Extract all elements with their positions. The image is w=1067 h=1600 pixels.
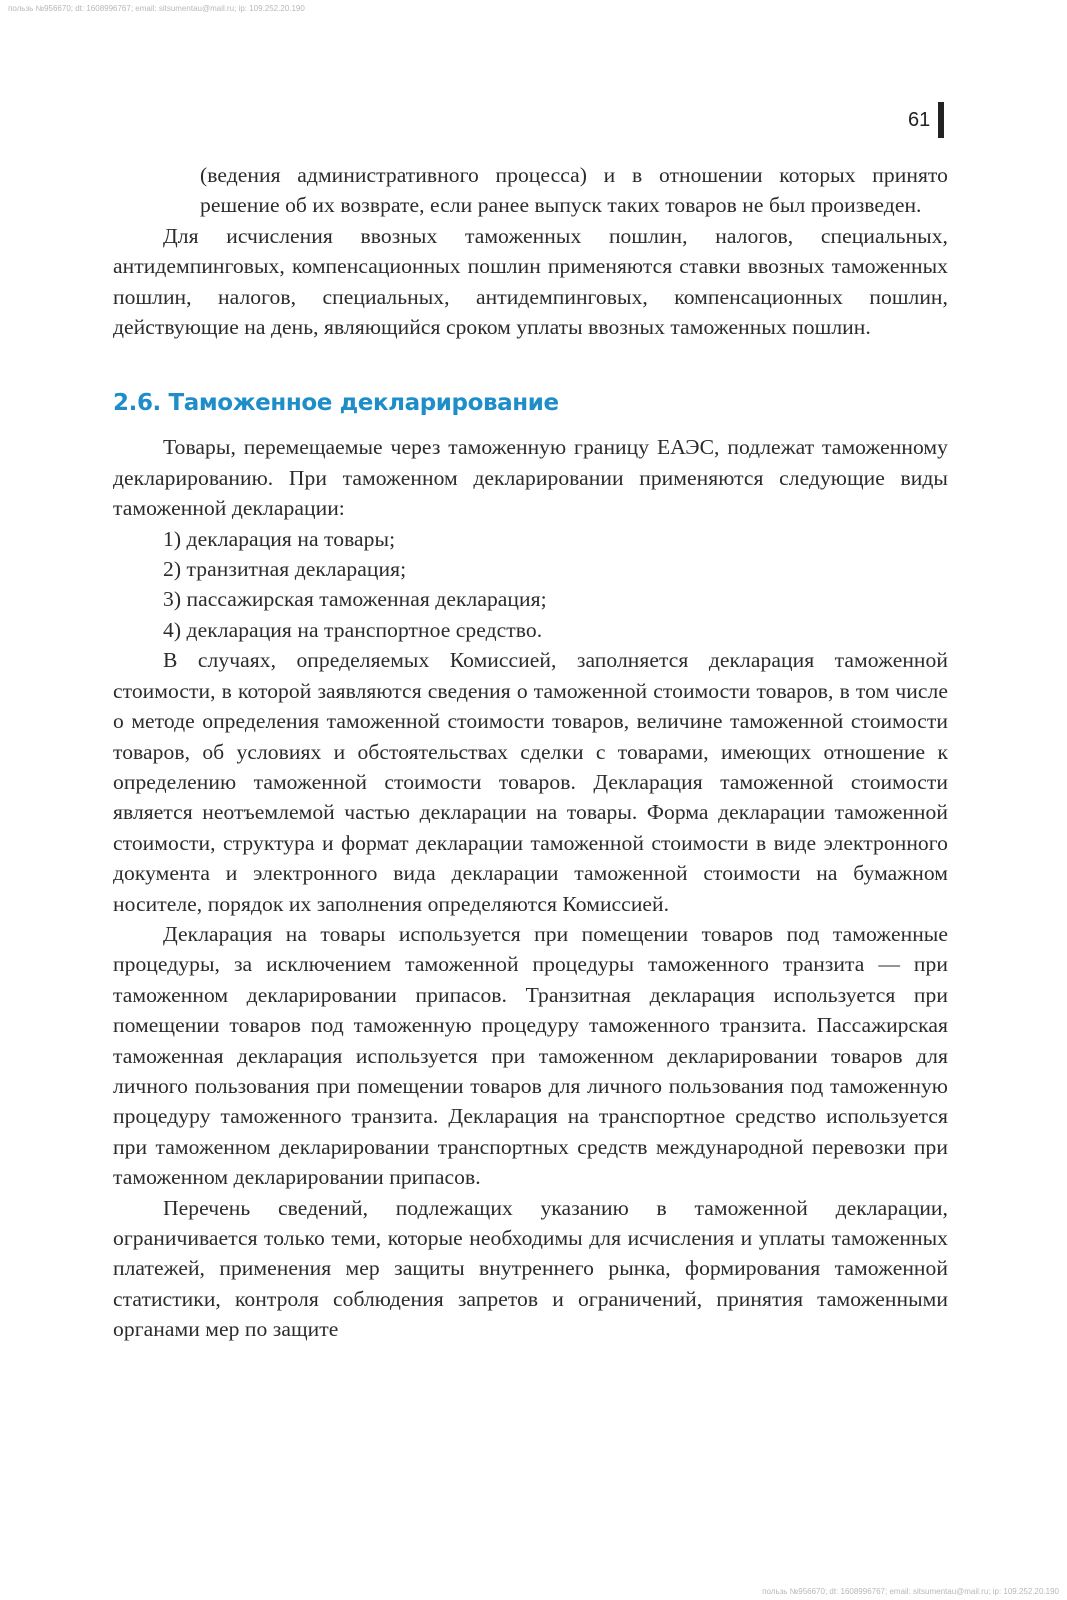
declaration-types-list [113, 524, 948, 646]
watermark-bottom: пользь №956670; dt: 1608996767; email: sitsumentau@mail.ru; ip: 109.252.20.190 [762, 1587, 1059, 1596]
paragraph: Перечень сведений, подлежащих указанию в таможенной декларации, ограничивается только теми, которые необходимы для исчисления и уплаты таможенных платежей, применения мер защиты внутреннего рынка, формирования таможенной статистики, контроля соблюдения запретов и ограничений, принятия таможенными органами мер по защите [113, 1195, 948, 1342]
paragraph-intro: Товары, перемещаемые через таможенную границу ЕАЭС, подлежат таможенному декларированию. При таможенном декларировании применяются следующие виды таможенной декларации: [113, 435, 948, 521]
list-item: 1) декларация на товары; [163, 526, 396, 551]
page-body [113, 160, 948, 1345]
list-item: 2) транзитная декларация; [163, 557, 407, 582]
paragraph: В случаях, определяемых Комиссией, заполняется декларация таможенной стоимости, в которой заявляются сведения о таможенной стоимости товаров, в том числе о методе определения таможенной стоимости товаров, величине таможенной стоимости товаров, об условиях и обстоятельствах сделки с товарами, имеющих отношение к определению таможенной стоимости товаров. Декларация таможенной стоимости является неотъемлемой частью декларации на товары. Форма декларации таможенной стоимости, структура и формат декларации таможенной стоимости в виде электронного документа и электронного вида декларации таможенной стоимости на бумажном носителе, порядок их заполнения определяются Комиссией. [113, 648, 948, 916]
section-heading: 2.6. Таможенное декларирование [113, 390, 559, 417]
page-number [908, 102, 944, 138]
paragraph: Для исчисления ввозных таможенных пошлин, налогов, специальных, антидемпинговых, компенсационных пошлин применяются ставки ввозных таможенных пошлин, налогов, специальных, антидемпинговых, компенсационных пошлин, действующие на день, являющийся сроком уплаты ввозных таможенных пошлин. [113, 223, 948, 340]
paragraph-continued: (ведения административного процесса) и в отношении которых принято решение об их возврате, если ранее выпуск таких товаров не был произведен. [200, 163, 948, 218]
watermark-top: пользь №956670; dt: 1608996767; email: sitsumentau@mail.ru; ip: 109.252.20.190 [8, 4, 305, 13]
list-item: 3) пассажирская таможенная декларация; [163, 587, 547, 612]
paragraph: Декларация на товары используется при помещении товаров под таможенные процедуры, за исключением таможенной процедуры таможенного транзита — при таможенном декларировании припасов. Транзитная декларация используется при помещении товаров под таможенную процедуру таможенного транзита. Пассажирская таможенная декларация используется при таможенном декларировании товаров для личного пользования при помещении товаров для личного пользования под таможенную процедуру таможенного транзита. Декларация на транспортное средство используется при таможенном декларировании транспортных средств международной перевозки при таможенном декларировании припасов. [113, 921, 948, 1190]
list-item: 4) декларация на транспортное средство. [163, 617, 543, 642]
page-number-bar [938, 102, 944, 138]
page-number-text: 61 [908, 108, 931, 131]
